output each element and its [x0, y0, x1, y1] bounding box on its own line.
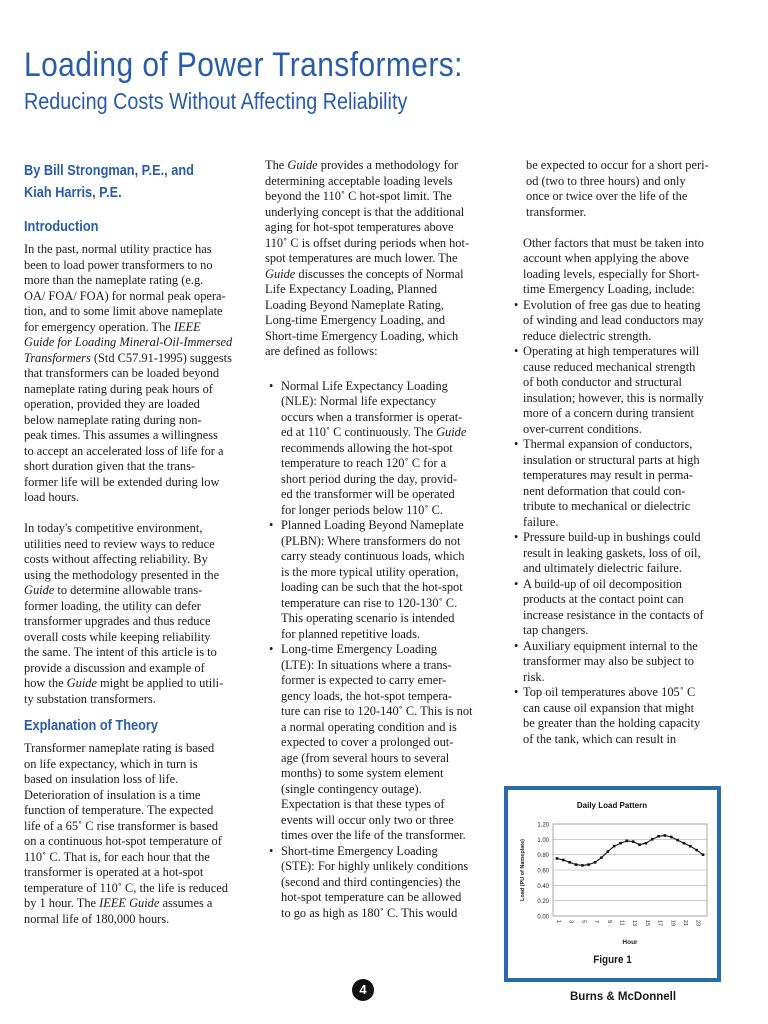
text-line: temperatures may result in perma- — [523, 468, 693, 482]
text-line: the same. The intent of this article is to — [24, 645, 217, 659]
page-subtitle: Reducing Costs Without Affecting Reliability — [24, 88, 408, 114]
text-line: transformer upgrades and thus reduce — [24, 614, 211, 628]
data-point — [594, 861, 597, 864]
factors-list — [510, 298, 735, 748]
x-tick-label: 19 — [669, 920, 676, 927]
bullet-item — [265, 518, 490, 642]
text-line: how the Guide might be applied to utili- — [24, 676, 224, 690]
text-line: more than the nameplate rating (e.g. — [24, 273, 204, 287]
text-line: This operating scenario is intended — [281, 611, 455, 625]
bullet-icon: • — [269, 518, 274, 532]
x-tick-label: 23 — [694, 920, 701, 927]
other-factors-paragraph — [510, 236, 735, 298]
text-line: to accept an accelerated loss of life for a — [24, 443, 224, 458]
text-line: Guide to determine allowable trans- — [24, 583, 203, 597]
bullet-icon: • — [514, 297, 519, 312]
text-line: Transformer nameplate rating is based — [24, 741, 215, 755]
text-line: provide a discussion and example of — [24, 660, 205, 675]
text-line: operation, provided they are loaded — [24, 397, 200, 411]
text-line: short duration given that the trans- — [24, 459, 196, 473]
text-line: Guide discusses the concepts of Normal — [265, 266, 464, 281]
text-line: ed the transformer will be operated — [281, 487, 455, 501]
data-point — [657, 835, 660, 838]
text-line: determining acceptable loading levels — [265, 173, 453, 188]
text-line: (single contingency outage). — [281, 781, 422, 796]
text-line: Normal Life Expectancy Loading — [281, 378, 448, 393]
text-line: be greater than the holding capacity — [523, 716, 701, 730]
theory-paragraph — [24, 741, 246, 927]
text-line: former loading, the utility can defer — [24, 598, 201, 613]
data-point — [613, 845, 616, 848]
data-point — [556, 857, 559, 860]
y-tick-label: 0.00 — [537, 914, 549, 921]
text-line: been to load power transformers to no — [24, 257, 213, 272]
data-point — [676, 839, 679, 842]
text-line: load hours. — [24, 490, 80, 504]
text-line: spot temperatures are much lower. The — [265, 251, 458, 265]
text-line: Planned Loading Beyond Nameplate — [281, 518, 464, 532]
byline — [24, 160, 244, 204]
text-line: products at the contact point can — [523, 592, 684, 606]
y-axis-label: Load (PU of Nameplate) — [520, 838, 526, 902]
y-tick-label: 0.60 — [537, 868, 549, 875]
author-line: By Bill Strongman, P.E., and — [24, 163, 194, 179]
data-point — [645, 842, 648, 845]
text-line: Short-time Emergency Loading, which — [265, 328, 459, 343]
text-line: costs without affecting reliability. By — [24, 552, 208, 566]
text-line: 110˚ C. That is, for each hour that the — [24, 849, 210, 864]
x-tick-label: 1 — [555, 920, 561, 924]
text-line: ture can rise to 120-140˚ C. This is not — [281, 704, 473, 718]
text-line: of both conductor and structural — [523, 375, 682, 389]
text-line: Pressure build-up in bushings could — [523, 530, 701, 544]
text-line: normal life of 180,000 hours. — [24, 911, 170, 926]
footer-publisher: Burns & McDonnell — [570, 991, 677, 1003]
text-line: Other factors that must be taken into — [523, 235, 704, 250]
bullet-item — [510, 344, 735, 437]
text-line: Deterioration of insulation is a time — [24, 787, 201, 802]
text-line: transformer may also be subject to — [523, 654, 695, 668]
text-line: based on insulation loss of life. — [24, 772, 179, 786]
x-tick-label: 21 — [681, 920, 688, 927]
text-line: Long-time Emergency Loading, and — [265, 313, 446, 327]
section-heading-introduction: Introduction — [24, 219, 99, 235]
data-point — [568, 861, 571, 864]
text-line: tribute to mechanical or dielectric — [523, 499, 691, 513]
text-line: and ultimately dielectric failure. — [523, 561, 682, 575]
text-line: temperature to reach 120˚ C for a — [281, 456, 447, 470]
text-line: Guide for Loading Mineral-Oil-Immersed — [24, 335, 233, 349]
text-line: reduce dielectric strength. — [523, 328, 652, 343]
section-heading-theory: Explanation of Theory — [24, 718, 158, 734]
text-line: Thermal expansion of conductors, — [523, 437, 693, 451]
bullet-item — [510, 577, 735, 639]
bullet-item — [510, 298, 735, 345]
text-line: transformer is operated at a hot-spot — [24, 865, 204, 879]
text-line: a normal operating condition and is — [281, 719, 457, 734]
x-tick-label: 15 — [643, 920, 650, 927]
text-line: function of temperature. The expected — [24, 803, 214, 817]
continued-paragraph — [510, 158, 735, 220]
y-tick-label: 1.00 — [537, 837, 549, 844]
text-line: Long-time Emergency Loading — [281, 642, 437, 656]
bullet-item — [265, 379, 490, 519]
text-line: od (two to three hours) and only — [526, 173, 686, 188]
data-point — [695, 849, 698, 852]
text-line: underlying concept is that the additional — [265, 204, 465, 219]
text-line: hot-spot temperature can be allowed — [281, 890, 462, 904]
column-1 — [24, 220, 246, 927]
text-line: cause reduced mechanical strength — [523, 359, 696, 374]
daily-load-chart — [508, 790, 717, 950]
text-line: tap changers. — [523, 623, 589, 637]
text-line: insulation; however, this is normally — [523, 390, 704, 405]
text-line: (LTE): In situations where a trans- — [281, 657, 452, 672]
bullet-item — [510, 437, 735, 530]
data-point — [664, 834, 667, 837]
text-line: utilities need to review ways to reduce — [24, 536, 215, 551]
text-line: Evolution of free gas due to heating — [523, 297, 701, 312]
y-tick-label: 0.80 — [537, 853, 549, 860]
x-tick-label: 7 — [593, 920, 600, 924]
text-line: expected to cover a prolonged out- — [281, 735, 454, 749]
text-line: temperature of 110˚ C, the life is reduced — [24, 880, 228, 895]
text-line: are defined as follows: — [265, 344, 378, 358]
text-line: transformer. — [526, 204, 587, 219]
text-line: of the tank, which can result in — [523, 731, 677, 746]
data-point — [581, 864, 584, 867]
text-line: aging for hot-spot temperatures above — [265, 220, 454, 234]
data-point — [607, 850, 610, 853]
data-point — [702, 853, 705, 856]
text-line: life of a 65˚ C rise transformer is based — [24, 818, 219, 833]
bullet-icon: • — [514, 344, 519, 358]
guide-paragraph — [265, 158, 490, 360]
text-line: failure. — [523, 514, 559, 529]
text-line: Transformers (Std C57.91-1995) suggests — [24, 350, 232, 365]
text-line: peak times. This assumes a willingness — [24, 428, 218, 442]
text-line: Auxiliary equipment internal to the — [523, 638, 698, 653]
text-line: loading can be such that the hot-spot — [281, 580, 463, 594]
x-tick-label: 3 — [567, 920, 574, 924]
x-tick-label: 17 — [656, 920, 663, 927]
text-line: time Emergency Loading, include: — [523, 282, 695, 296]
bullet-item — [265, 844, 490, 922]
text-line: by 1 hour. The IEEE Guide assumes a — [24, 896, 213, 910]
text-line: (PLBN): Where transformers do not — [281, 533, 461, 548]
bullet-icon: • — [514, 437, 519, 451]
x-axis-label: Hour — [622, 939, 638, 946]
text-line: nameplate rating during peak hours of — [24, 381, 213, 396]
data-point — [689, 845, 692, 848]
text-line: short period during the day, provid- — [281, 471, 458, 486]
y-tick-label: 0.20 — [537, 899, 549, 906]
x-tick-label: 5 — [580, 920, 587, 924]
data-point — [670, 836, 673, 839]
text-line: The Guide provides a methodology for — [265, 158, 459, 172]
text-line: occurs when a transformer is operat- — [281, 409, 463, 424]
text-line: ty substation transformers. — [24, 691, 156, 706]
text-line: In the past, normal utility practice has — [24, 242, 212, 256]
bullet-icon: • — [514, 685, 519, 699]
text-line: 110˚ C is offset during periods when hot- — [265, 235, 470, 250]
text-line: former life will be extended during low — [24, 474, 220, 489]
text-line: for longer periods below 110˚ C. — [281, 502, 443, 517]
text-line: Short-time Emergency Loading — [281, 843, 438, 858]
data-point — [600, 856, 603, 859]
text-line: Top oil temperatures above 105˚ C — [523, 685, 696, 699]
text-line: increase resistance in the contacts of — [523, 607, 704, 622]
competitive-paragraph — [24, 521, 246, 707]
data-point — [651, 838, 654, 841]
data-point — [562, 859, 565, 862]
author-line: Kiah Harris, P.E. — [24, 185, 122, 201]
text-line: Expectation is that these types of — [281, 797, 445, 811]
x-tick-label: 13 — [631, 920, 638, 927]
text-line: (second and third contingencies) the — [281, 874, 461, 889]
text-line: to go as high as 180˚ C. This would — [281, 905, 458, 920]
x-tick-label: 9 — [605, 920, 612, 924]
text-line: can cause oil expansion that might — [523, 700, 695, 715]
bullet-item — [265, 642, 490, 844]
text-line: OA/ FOA/ FOA) for normal peak opera- — [24, 288, 226, 303]
text-line: (STE): For highly unlikely conditions — [281, 859, 469, 873]
page-number: 4 — [352, 979, 374, 1001]
text-line: for emergency operation. The IEEE — [24, 319, 201, 334]
data-point — [575, 863, 578, 866]
data-point — [587, 863, 590, 866]
bullet-icon: • — [269, 843, 274, 858]
text-line: carry steady continuous loads, which — [281, 549, 465, 563]
text-line: tion, and to some limit above nameplate — [24, 304, 223, 318]
bullet-item — [510, 530, 735, 577]
text-line: risk. — [523, 669, 545, 684]
bullet-icon: • — [269, 642, 274, 656]
data-point — [638, 843, 641, 846]
text-line: of winding and lead conductors may — [523, 313, 704, 327]
bullet-icon: • — [269, 378, 274, 393]
text-line: insulation or structural parts at high — [523, 452, 700, 467]
text-line: over-current conditions. — [523, 421, 642, 436]
text-line: (NLE): Normal life expectancy — [281, 394, 437, 408]
text-line: nent deformation that could con- — [523, 483, 686, 498]
figure-1 — [504, 786, 721, 982]
text-line: more of a concern during transient — [523, 406, 694, 420]
text-line: age (from several hours to several — [281, 750, 450, 765]
text-line: former is expected to carry emer- — [281, 673, 447, 687]
text-line: on a continuous hot-spot temperature of — [24, 834, 222, 848]
figure-caption: Figure 1 — [593, 954, 632, 966]
text-line: Operating at high temperatures will — [523, 344, 700, 358]
text-line: temperature can rise to 120-130˚ C. — [281, 595, 458, 610]
data-point — [683, 842, 686, 845]
bullet-icon: • — [514, 530, 519, 544]
text-line: months) to some system element — [281, 766, 444, 780]
text-line: result in leaking gaskets, loss of oil, — [523, 545, 701, 560]
text-line: for planned repetitive loads. — [281, 626, 421, 641]
y-tick-label: 0.40 — [537, 883, 549, 890]
text-line: that transformers can be loaded beyond — [24, 366, 220, 380]
y-tick-label: 1.20 — [537, 822, 549, 829]
text-line: recommends allowing the hot-spot — [281, 440, 453, 455]
text-line: is the more typical utility operation, — [281, 564, 459, 579]
text-line: once or twice over the life of the — [526, 189, 688, 203]
text-line: on life expectancy, which in turn is — [24, 756, 198, 771]
text-line: events will occur only two or three — [281, 812, 454, 827]
bullet-icon: • — [514, 576, 519, 591]
text-line: gency loads, the hot-spot tempera- — [281, 688, 453, 703]
page-title: Loading of Power Transformers: — [24, 46, 463, 84]
loading-types-list — [265, 379, 490, 922]
text-line: loading levels, especially for Short- — [523, 266, 700, 281]
text-line: In today's competitive environment, — [24, 521, 203, 535]
text-line: using the methodology presented in the — [24, 567, 220, 582]
data-point — [632, 840, 635, 843]
bullet-item — [510, 685, 735, 747]
chart-title: Daily Load Pattern — [576, 801, 648, 810]
text-line: beyond the 110˚ C hot-spot limit. The — [265, 189, 452, 203]
bullet-icon: • — [514, 638, 519, 653]
text-line: be expected to occur for a short peri- — [526, 158, 709, 172]
text-line: Loading Beyond Nameplate Rating, — [265, 297, 444, 312]
data-point — [619, 842, 622, 845]
x-tick-label: 11 — [618, 920, 625, 926]
text-line: ed at 110˚ C continuously. The Guide — [281, 425, 467, 439]
text-line: account when applying the above — [523, 251, 689, 265]
intro-paragraph — [24, 242, 246, 506]
text-line: overall costs while keeping reliability — [24, 629, 211, 644]
text-line: below nameplate rating during non- — [24, 412, 202, 427]
data-point — [626, 840, 629, 843]
text-line: times over the life of the transformer. — [281, 828, 466, 842]
column-2 — [265, 158, 490, 921]
bullet-item — [510, 639, 735, 686]
text-line: Life Expectancy Loading, Planned — [265, 282, 438, 296]
column-3 — [510, 158, 735, 747]
text-line: A build-up of oil decomposition — [523, 576, 683, 591]
